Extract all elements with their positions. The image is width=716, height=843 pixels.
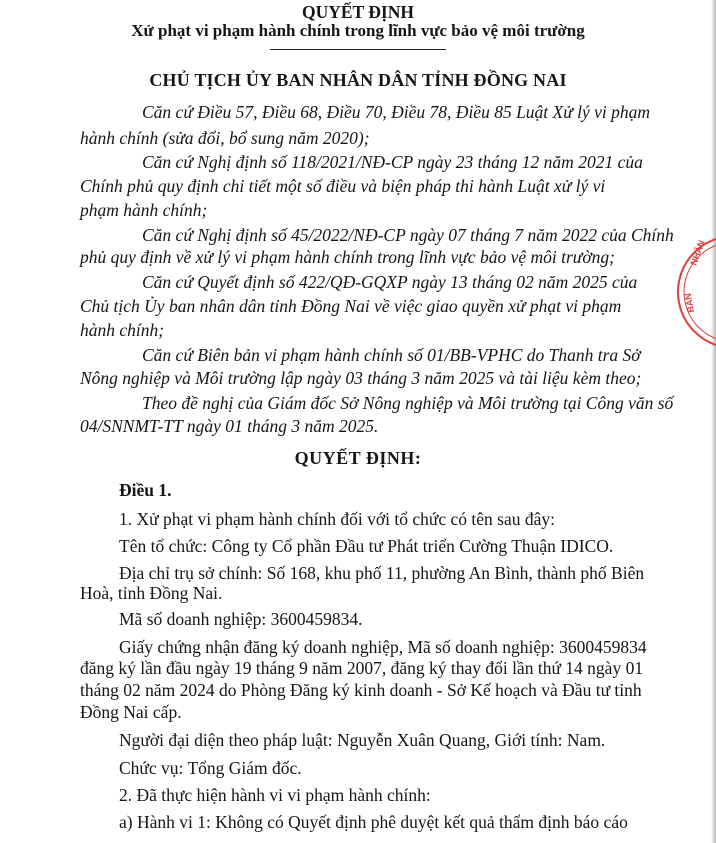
body-line: Tên tổ chức: Công ty Cổ phần Đầu tư Phát triển Cường Thuận IDICO.	[119, 536, 614, 556]
red-seal-stamp	[672, 232, 716, 352]
body-line: Chức vụ: Tổng Giám đốc.	[119, 758, 302, 778]
article-title: Điều 1.	[119, 480, 172, 500]
document-subtitle: Xử phạt vi phạm hành chính trong lĩnh vực bảo vệ môi trường	[131, 21, 585, 40]
preamble-line: Căn cứ Quyết định số 422/QĐ-GQXP ngày 13 tháng 02 năm 2025 của	[142, 272, 638, 292]
body-line: Hoà, tỉnh Đồng Nai.	[80, 583, 223, 603]
preamble-line: Nông nghiệp và Môi trường lập ngày 03 tháng 3 năm 2025 và tài liệu kèm theo;	[80, 368, 642, 388]
preamble-line: 04/SNNMT-TT ngày 01 tháng 3 năm 2025.	[80, 416, 379, 436]
preamble-line: Chủ tịch Ủy ban nhân dân tỉnh Đồng Nai về việc giao quyền xử phạt vi phạm	[80, 296, 622, 316]
body-line: Người đại diện theo pháp luật: Nguyễn Xuân Quang, Giới tính: Nam.	[119, 730, 606, 750]
body-line: Đồng Nai cấp.	[80, 702, 182, 722]
body-line: Địa chỉ trụ sở chính: Số 168, khu phố 11, phường An Bình, thành phố Biên	[119, 563, 645, 583]
title-underline	[270, 49, 446, 50]
decision-heading: QUYẾT ĐỊNH:	[294, 448, 422, 468]
preamble-line: phạm hành chính;	[80, 200, 208, 220]
preamble-line: hành chính (sửa đổi, bổ sung năm 2020);	[80, 128, 370, 148]
document-title: QUYẾT ĐỊNH	[302, 2, 414, 22]
preamble-line: Chính phủ quy định chi tiết một số điều và biện pháp thi hành Luật xử lý vi	[80, 176, 606, 196]
preamble-line: Theo đề nghị của Giám đốc Sở Nông nghiệp và Môi trường tại Công văn số	[142, 393, 674, 413]
page-edge	[711, 0, 716, 843]
body-line: đăng ký lần đầu ngày 19 tháng 9 năm 2007, đăng ký thay đổi lần thứ 14 ngày 01	[80, 658, 644, 678]
seal-text: BAN	[682, 292, 696, 314]
body-line: 1. Xử phạt vi phạm hành chính đối với tổ chức có tên sau đây:	[119, 509, 555, 529]
preamble-line: Căn cứ Nghị định số 45/2022/NĐ-CP ngày 07 tháng 7 năm 2022 của Chính	[142, 225, 674, 245]
preamble-line: hành chính;	[80, 320, 165, 340]
issuing-authority: CHỦ TỊCH ỦY BAN NHÂN DÂN TỈNH ĐỒNG NAI	[149, 70, 567, 90]
preamble-line: Căn cứ Nghị định số 118/2021/NĐ-CP ngày 23 tháng 12 năm 2021 của	[142, 152, 643, 172]
seal-text: NHÂN	[688, 238, 707, 267]
seal-graphic	[672, 232, 716, 352]
body-line: Giấy chứng nhận đăng ký doanh nghiệp, Mã số doanh nghiệp: 3600459834	[119, 637, 647, 657]
preamble-line: Căn cứ Biên bản vi phạm hành chính số 01/BB-VPHC do Thanh tra Sở	[142, 345, 641, 365]
body-line: 2. Đã thực hiện hành vi vi phạm hành chính:	[119, 785, 431, 805]
body-line: tháng 02 năm 2024 do Phòng Đăng ký kinh doanh - Sở Kế hoạch và Đầu tư tỉnh	[80, 680, 642, 700]
body-line: a) Hành vi 1: Không có Quyết định phê duyệt kết quả thẩm định báo cáo	[119, 812, 628, 832]
preamble-line: phủ quy định về xử lý vi phạm hành chính trong lĩnh vực bảo vệ môi trường;	[80, 247, 615, 267]
body-line: Mã số doanh nghiệp: 3600459834.	[119, 609, 363, 629]
preamble-line: Căn cứ Điều 57, Điều 68, Điều 70, Điều 78, Điều 85 Luật Xử lý vi phạm	[142, 102, 651, 122]
